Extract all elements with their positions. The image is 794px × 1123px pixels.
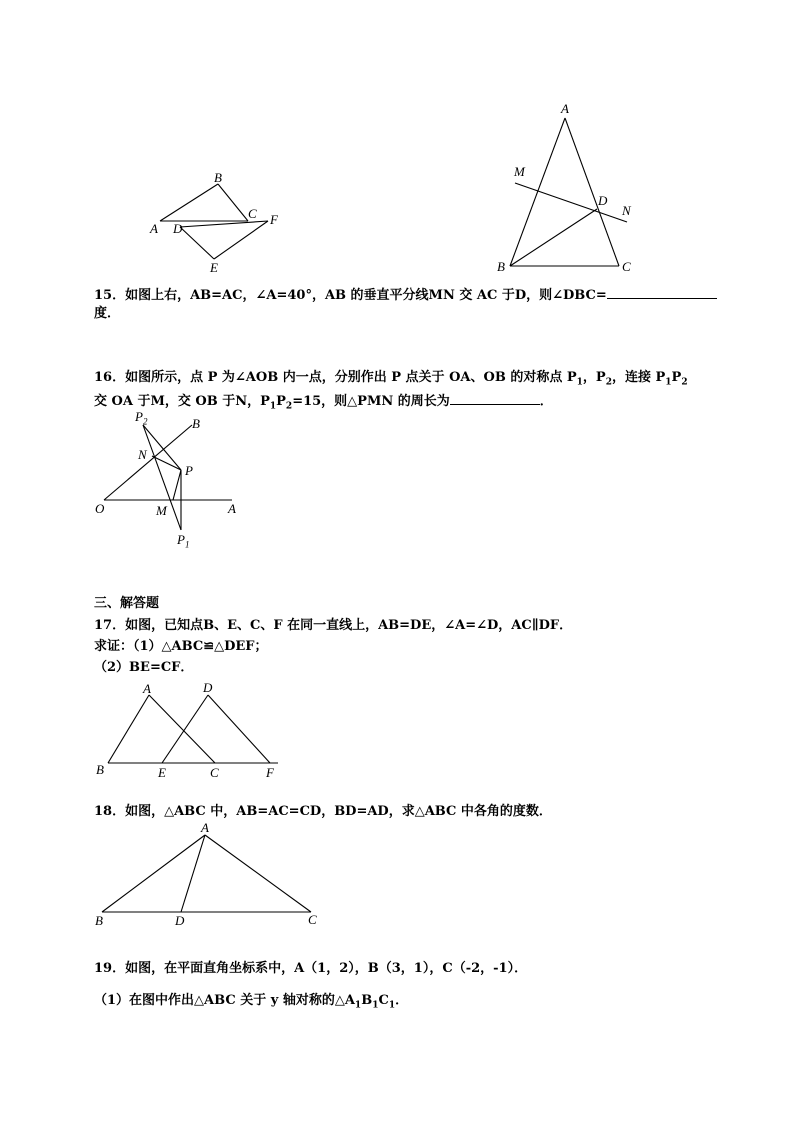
section-heading: 三、解答题 xyxy=(94,596,160,611)
q15-left-label-e: E xyxy=(210,260,218,275)
segment-ab xyxy=(102,835,205,912)
ray-ob xyxy=(104,425,192,500)
q18-label-c: C xyxy=(308,912,317,927)
q17-line3: （2）BE=CF． xyxy=(94,660,194,675)
q15-right-label-b: B xyxy=(497,259,505,274)
q16-label-a: A xyxy=(228,501,236,516)
q19-line2-part-c: C xyxy=(378,993,389,1008)
q17-label-a: A xyxy=(143,681,151,696)
q15-left-label-f: F xyxy=(270,212,278,227)
q15-left-label-d: D xyxy=(173,221,183,236)
q15-right-label-n: N xyxy=(622,203,631,218)
q18-label-d: D xyxy=(175,913,185,928)
segment-ac xyxy=(565,118,619,266)
q16-sub-1a: 1 xyxy=(576,377,583,388)
q15-left-label-c: C xyxy=(248,206,257,221)
q16-sub-2a: 2 xyxy=(605,377,612,388)
q16-line2-part-b: P xyxy=(276,394,286,409)
q17-figure xyxy=(108,695,278,763)
segment-pm xyxy=(173,470,181,500)
q15-answer-blank[interactable] xyxy=(607,285,717,299)
segment-df xyxy=(208,695,270,763)
q16-figure xyxy=(104,425,232,530)
q16-line1-part-d: P xyxy=(671,370,682,385)
q16-line1-part-b: ，P xyxy=(582,370,606,385)
q17-label-c: C xyxy=(210,765,219,780)
q16-sub-1b: 1 xyxy=(665,377,672,388)
q16-line2-part-d: ． xyxy=(539,394,553,409)
q16-sub-2b: 2 xyxy=(681,377,688,388)
q16-label-p1-sub: 1 xyxy=(184,539,190,550)
q15-right-label-a: A xyxy=(561,101,569,116)
segment-ac xyxy=(149,695,215,763)
q18-figure xyxy=(102,835,311,912)
q18-label-b: B xyxy=(95,913,103,928)
q19-sub-b: 1 xyxy=(372,1000,379,1011)
q15-line2: 度． xyxy=(94,306,121,321)
q16-label-p2 xyxy=(135,409,147,427)
q17-line1: 17．如图，已知点B、E、C、F 在同一直线上，AB=DE，∠A=∠D，AC∥DF． xyxy=(94,618,573,633)
q17-label-e: E xyxy=(158,765,166,780)
q16-label-p: P xyxy=(185,463,193,478)
q15-right-figure xyxy=(510,118,627,266)
q16-label-b: B xyxy=(192,416,200,431)
q15-right-label-c: C xyxy=(622,259,631,274)
q19-sub-c: 1 xyxy=(388,1000,396,1011)
q16-line1-part-c: ，连接 P xyxy=(611,370,666,385)
q15-text: 15．如图上右，AB=AC，∠A=40°，AB 的垂直平分线MN 交 AC 于D，则∠DBC= xyxy=(94,288,607,303)
q15-right-label-m: M xyxy=(514,164,525,179)
segment-bc xyxy=(218,184,248,221)
q16-line2 xyxy=(94,391,553,416)
q19-line2-part-b: B xyxy=(361,993,373,1008)
q19-line1: 19．如图，在平面直角坐标系中，A（1，2），B（3，1），C（-2，-1）． xyxy=(94,961,528,976)
q17-label-d: D xyxy=(203,680,213,695)
line-mn xyxy=(515,183,627,222)
q16-line2-part-a: 交 OA 于M，交 OB 于N，P xyxy=(94,394,270,409)
q17-label-f: F xyxy=(266,765,274,780)
q15-left-label-b: B xyxy=(214,170,222,185)
segment-ba xyxy=(108,695,149,763)
segment-bd xyxy=(510,209,597,266)
q16-line1 xyxy=(94,369,688,392)
q16-line1-part-a: 16．如图所示，点 P 为∠AOB 内一点，分别作出 P 点关于 OA、OB 的对称点 P xyxy=(94,370,577,385)
segment-de xyxy=(180,227,214,259)
q19-line2 xyxy=(94,992,408,1015)
q17-label-b: B xyxy=(96,762,104,777)
q15-left-label-a: A xyxy=(150,221,158,236)
q16-answer-blank[interactable] xyxy=(450,391,540,405)
segment-ab xyxy=(160,184,218,221)
q18-line1: 18．如图，△ABC 中，AB=AC=CD，BD=AD，求△ABC 中各角的度数． xyxy=(94,804,552,819)
q16-label-p2-letter: P xyxy=(135,409,143,424)
q16-label-n: N xyxy=(138,447,147,462)
q18-label-a: A xyxy=(201,820,209,835)
segment-ef xyxy=(214,221,268,259)
segment-p2-p xyxy=(143,425,181,470)
q19-sub-a: 1 xyxy=(354,1000,362,1011)
q16-label-m: M xyxy=(156,503,167,518)
segment-ab xyxy=(510,118,565,266)
segment-ed xyxy=(162,695,208,763)
q15-line1 xyxy=(94,285,717,305)
q16-label-p1 xyxy=(177,532,189,550)
q16-label-p1-letter: P xyxy=(177,532,185,547)
segment-ac xyxy=(205,835,311,912)
q16-sub-2c: 2 xyxy=(285,401,293,412)
q16-line2-part-c: =15，则△PMN 的周长为 xyxy=(292,394,450,409)
q16-sub-1c: 1 xyxy=(269,401,277,412)
q15-right-label-d: D xyxy=(598,193,608,208)
q17-line2: 求证：（1）△ABC≌△DEF； xyxy=(94,639,268,654)
q19-line2-part-a: （1）在图中作出△ABC 关于 y 轴对称的△A xyxy=(94,993,355,1008)
q16-label-p2-sub: 2 xyxy=(142,416,148,427)
q16-label-o: O xyxy=(95,501,105,516)
q19-line2-part-d: ． xyxy=(395,993,409,1008)
segment-ad xyxy=(181,835,205,912)
